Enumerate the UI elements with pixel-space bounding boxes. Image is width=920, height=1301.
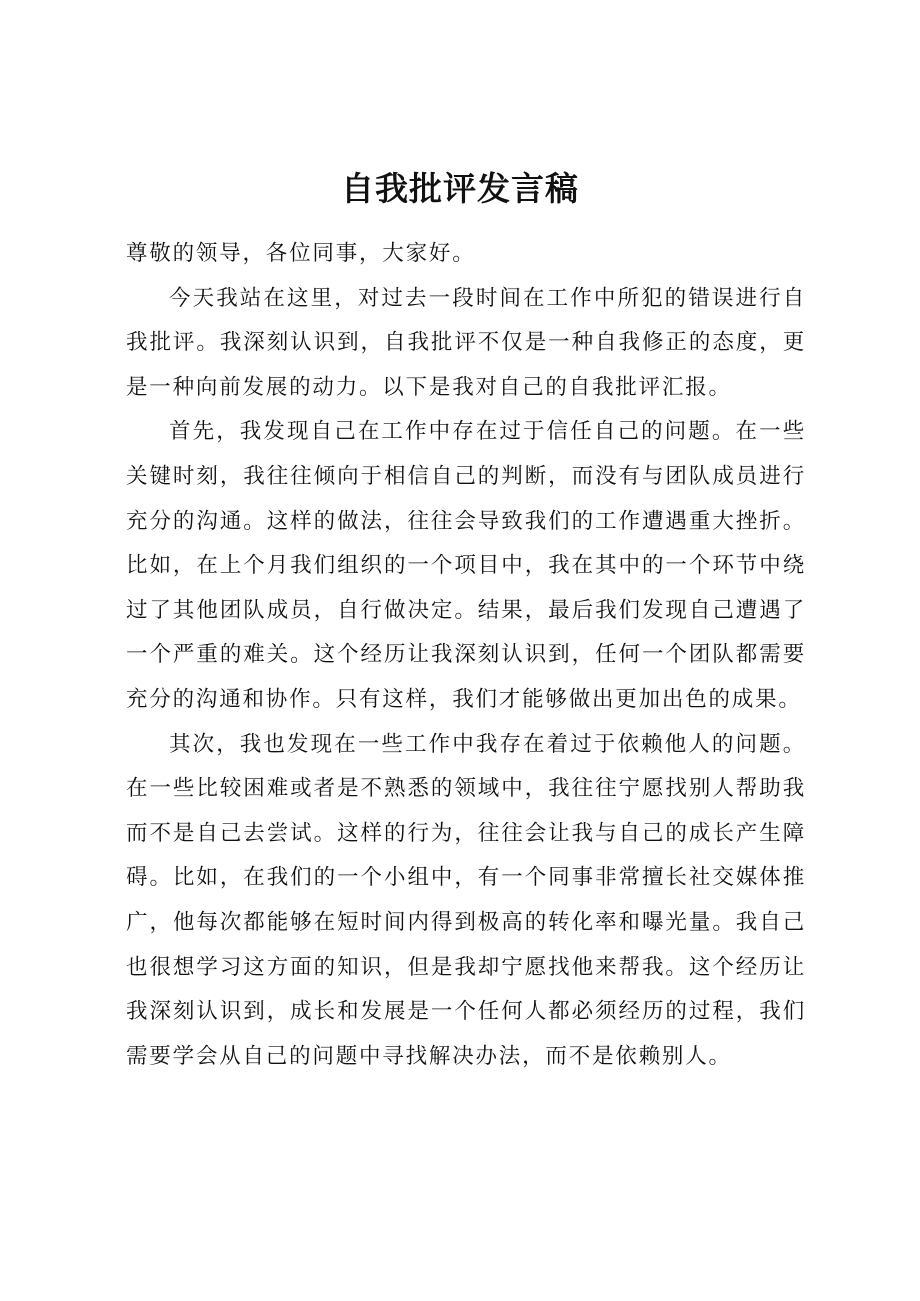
document-title: 自我批评发言稿 [341,169,579,208]
paragraph-second-issue: 其次，我也发现在一些工作中我存在着过于依赖他人的问题。在一些比较困难或者是不熟悉的领域中，我往往宁愿找别人帮助我而不是自己去尝试。这样的行为，往往会让我与自己的成长产生障碍。比如，在我们的一个小组中，有一个同事非常擅长社交媒体推广，他每次都能够在短时间内得到极高的转化率和曝光量。我自己也很想学习这方面的知识，但是我却宁愿找他来帮我。这个经历让我深刻认识到，成长和发展是一个任何人都必须经历的过程，我们需要学会从自己的问题中寻找解决办法，而不是依赖别人。 [126,731,806,1069]
document-body [126,232,806,1079]
paragraph-first-issue: 首先，我发现自己在工作中存在过于信任自己的问题。在一些关键时刻，我往往倾向于相信自己的判断，而没有与团队成员进行充分的沟通。这样的做法，往往会导致我们的工作遭遇重大挫折。比如，在上个月我们组织的一个项目中，我在其中的一个环节中绕过了其他团队成员，自行做决定。结果，最后我们发现自己遭遇了一个严重的难关。这个经历让我深刻认识到，任何一个团队都需要充分的沟通和协作。只有这样，我们才能够做出更加出色的成果。 [126,419,806,712]
paragraph-intro: 今天我站在这里，对过去一段时间在工作中所犯的错误进行自我批评。我深刻认识到，自我批评不仅是一种自我修正的态度，更是一种向前发展的动力。以下是我对自己的自我批评汇报。 [126,285,806,400]
greeting-paragraph: 尊敬的领导，各位同事，大家好。 [126,241,476,266]
